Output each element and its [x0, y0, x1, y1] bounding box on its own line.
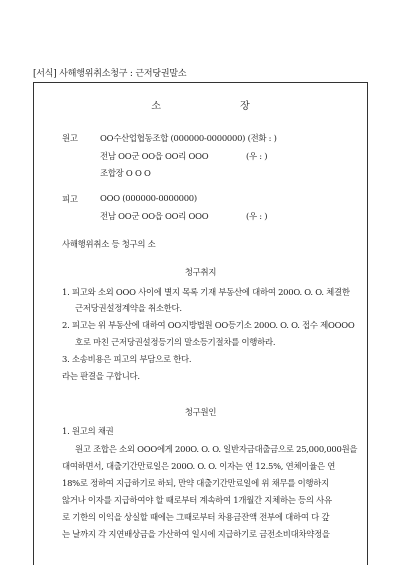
- claim-item-1b: 근저당권설정계약을 취소한다.: [75, 303, 182, 313]
- cause-line: 않거나 이자를 지급하여야 할 때로부터 계속하여 1개월간 지체하는 등의 사유: [62, 495, 332, 505]
- plaintiff-postal: (우 : ): [246, 151, 268, 161]
- cause-line: 로 기한의 이익을 상실할 때에는 그때로부터 차용금잔액 전부에 대하여 다 갚: [62, 512, 330, 522]
- document-title: 소 장: [151, 101, 288, 112]
- claim-item-2a: 2. 피고는 위 부동산에 대하여 OO지방법원 OO등기소 200O. O. O. 접수 제OOOO: [62, 320, 355, 330]
- plaintiff-label: 원고: [62, 133, 78, 143]
- plaintiff-name: OO수산업협동조합 (000000-0000000) (전화 : ): [100, 133, 277, 143]
- plaintiff-representative: 조합장 O O O: [100, 168, 151, 178]
- cause-line: 는 날까지 각 지연배상금을 가산하여 일시에 지급하기로 금전소비대차약정을: [62, 529, 330, 539]
- defendant-label: 피고: [62, 194, 78, 204]
- cause-section-1-title: 1. 원고의 채권: [62, 426, 114, 436]
- claim-closing: 라는 판결을 구합니다.: [62, 371, 140, 381]
- cause-heading: 청구원인: [184, 407, 217, 417]
- cause-line: 18%로 정하여 지급하기로 하되, 만약 대출기간만료일에 위 채무를 이행하지: [62, 478, 329, 488]
- defendant-address: 전남 OO군 OO읍 OO리 OOO: [100, 211, 209, 221]
- defendant-name: OOO (000000-0000000): [100, 193, 197, 203]
- cause-line: 대여하면서, 대출기간만료일은 200O. O. O. 이자는 연 12.5%, 연체이율은 연: [62, 461, 336, 471]
- plaintiff-address: 전남 OO군 OO읍 OO리 OOO: [100, 151, 209, 161]
- form-label: [서식] 사해행위취소청구 : 근저당권말소: [33, 69, 187, 79]
- case-name: 사해행위취소 등 청구의 소: [62, 239, 156, 249]
- cause-line: 원고 조합은 소외 OOO에게 200O. O. O. 일반자금대출금으로 25,000,000원을: [75, 444, 358, 454]
- claim-item-3: 3. 소송비용은 피고의 부담으로 한다.: [62, 354, 192, 364]
- claim-heading: 청구취지: [184, 267, 217, 277]
- claim-item-1a: 1. 피고와 소외 OOO 사이에 별지 목록 기재 부동산에 대하여 200O. O. O. 체결한: [62, 287, 350, 297]
- defendant-postal: (우 : ): [246, 211, 268, 221]
- claim-item-2b: 호로 마친 근저당권설정등기의 말소등기절차를 이행하라.: [75, 337, 276, 347]
